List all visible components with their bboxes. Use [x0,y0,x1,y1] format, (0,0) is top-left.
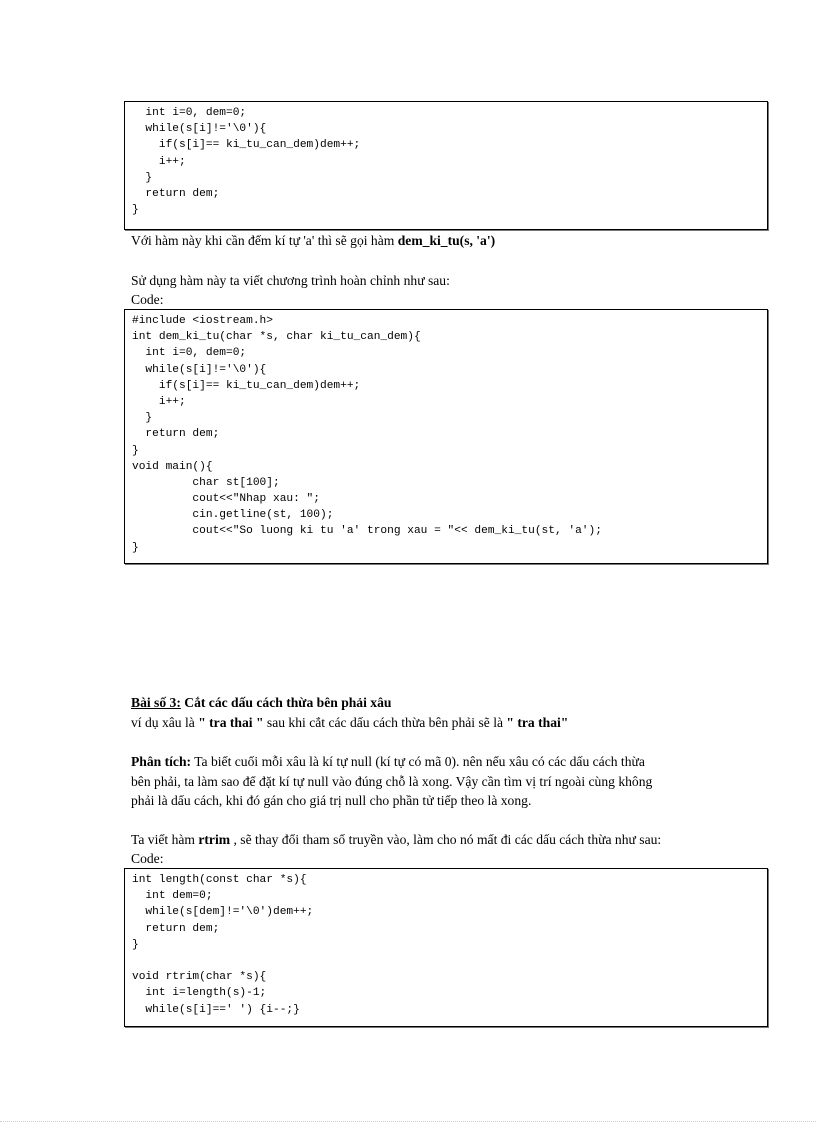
code-line: while(s[dem]!='\0')dem++; [132,906,314,919]
code-line [132,953,767,969]
code-line: if(s[i]== ki_tu_can_dem)dem++; [132,139,361,152]
section-heading [131,693,391,713]
code-line: void rtrim(char *s){ [132,971,267,984]
code-label: Code: [131,292,164,307]
rtrim-paragraph [131,830,661,850]
analysis-line-3: phải là dấu cách, khi đó gán cho giá trị null cho phần tử tiếp theo là xong. [131,793,532,808]
code-line: return dem; [132,428,220,441]
code-line: int dem=0; [132,890,213,903]
code-line: #include <iostream.h> [132,315,273,327]
code-line: cin.getline(st, 100); [132,509,334,522]
example-text: sau khi cắt các dấu cách thừa bên phải sẽ là [263,715,507,730]
code-block-1 [124,101,768,230]
analysis-text: Ta biết cuối mỗi xâu là kí tự null (kí tự có mã 0). nên nếu xâu có các dấu cách thừa [191,754,645,769]
example-line [131,713,568,733]
analysis-line-2: bên phải, ta làm sao để đặt kí tự null vào đúng chỗ là xong. Vậy cần tìm vị trí ngoài cùng không [131,774,653,789]
code-line: } [132,204,139,217]
section-number: Bài số 3: [131,695,181,710]
code-line: } [132,938,139,951]
example-output-string: " tra thai" [506,715,569,730]
function-call-bold: dem_ki_tu(s, 'a') [397,233,496,248]
code-line: } [132,541,139,554]
paragraph-text: Với hàm này khi cần đếm kí tự 'a' thì sẽ gọi hàm [131,233,398,248]
code-line: return dem; [132,922,220,935]
code-block-2 [124,309,768,564]
code-line: while(s[i]!='\0'){ [132,123,267,136]
paragraph-call-example [131,231,495,251]
analysis-line-1 [131,752,645,772]
code-line: cout<<"So luong ki tu 'a' trong xau = "<< dem_ki_tu(st, 'a'); [132,525,602,538]
code-line: while(s[i]==' ') {i--;} [132,1003,300,1016]
example-text: ví dụ xâu là [131,715,199,730]
code-line: } [132,444,139,457]
code-line: } [132,171,153,184]
code-line: i++; [132,395,186,408]
analysis-label: Phân tích: [131,754,192,769]
code-line: i++; [132,155,186,168]
code-line: } [132,412,153,425]
page-bottom-rule [0,1121,816,1122]
rtrim-text: Ta viết hàm [131,832,199,847]
code-line: int i=length(s)-1; [132,987,267,1000]
rtrim-text: , sẽ thay đổi tham số truyền vào, làm cho nó mất đi các dấu cách thừa như sau: [230,832,662,847]
code-line: cout<<"Nhap xau: "; [132,493,320,506]
rtrim-function-name: rtrim [198,832,231,847]
code-block-3 [124,868,768,1027]
code-line: if(s[i]== ki_tu_can_dem)dem++; [132,379,361,392]
paragraph-intro-program: Sử dụng hàm này ta viết chương trình hoàn chỉnh như sau: [131,273,450,288]
code-label-2: Code: [131,851,164,866]
code-line: char st[100]; [132,476,280,489]
example-input-string: " tra thai " [198,715,264,730]
code-line: int dem_ki_tu(char *s, char ki_tu_can_dem){ [132,331,421,344]
section-title: Cắt các dấu cách thừa bên phải xâu [180,695,392,710]
code-line: while(s[i]!='\0'){ [132,363,267,376]
code-line: int i=0, dem=0; [132,107,247,119]
code-line: void main(){ [132,460,213,473]
code-line: return dem; [132,187,220,200]
code-line: int length(const char *s){ [132,874,307,886]
code-line: int i=0, dem=0; [132,347,247,360]
